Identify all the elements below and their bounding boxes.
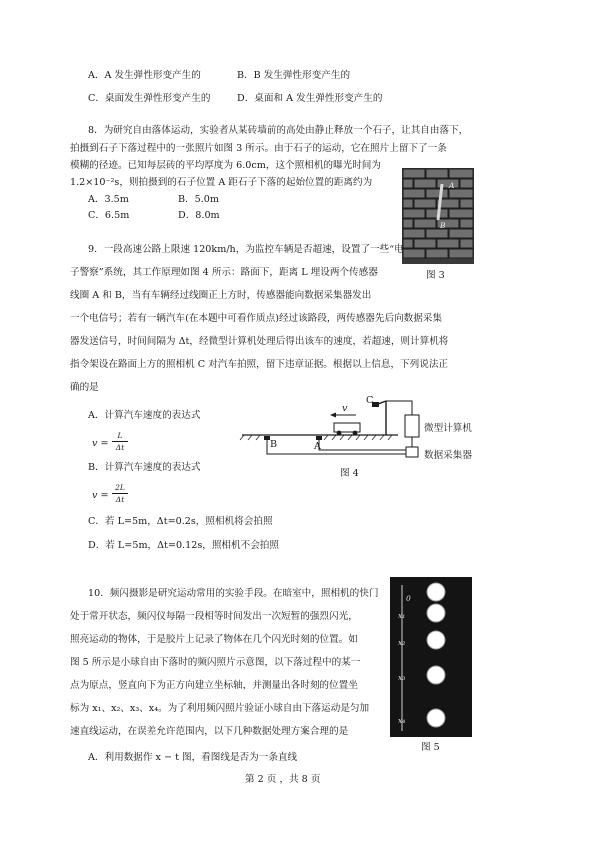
fig4-label-c: C [366,395,374,406]
page-footer: 第 2 页 ，共 8 页 [245,774,321,785]
fig5-label-0: 0 [406,594,411,603]
q9-formula-b-fraction-bar [112,493,128,494]
figure-4-caption: 图 4 [340,468,359,479]
data-collector-box [406,447,418,457]
fig5-label-x2: x₂ [398,638,406,647]
ball-position-1 [427,604,445,622]
q8-line-1: 8．为研究自由落体运动，实验者从某砖墙前的高处由静止释放一个石子，让其自由落下， [88,125,469,136]
q8-option-a: A．3.5m [88,194,129,205]
fig5-label-x1: x₁ [398,611,406,620]
q7-option-d: D．桌面和 A 发生弹性形变产生的 [237,93,383,104]
q9-formula-a-numerator: L [117,431,123,440]
ball-position-4 [427,709,445,727]
q8-option-c: C．6.5m [88,210,130,221]
q8-line-3: 模糊的径迹。已知每层砖的平均厚度为 6.0cm，这个照相机的曝光时间为 [70,160,381,171]
q9-line-7: 确的是 [70,382,99,393]
ball-position-3 [427,666,445,684]
q10-line-1: 10．频闪摄影是研究运动常用的实验手段。在暗室中，照相机的快门 [88,588,379,599]
q7-option-b: B．B 发生弹性形变产生的 [237,70,351,81]
fig5-label-x3: x₃ [398,673,406,682]
q8-line-2: 拍摄到石子下落过程中的一张照片如图 3 所示。由于石子的运动，它在照片上留下了一条 [70,143,447,154]
q8-option-d: D．8.0m [178,210,220,221]
q9-option-b: B．计算汽车速度的表达式 [88,462,201,473]
sensor-a-coil [316,436,322,440]
q9-option-c: C．若 L=5m，Δt=0.2s，照相机将会拍照 [88,516,273,527]
fig3-label-a: A [449,181,455,190]
q9-line-5: 器发送信号，时间间隔为 Δt，经微型计算机处理后得出该车的速度，若超速，则计算机将 [70,336,449,347]
q10-line-7: 速直线运动，在误差允许范围内，以下几种数据处理方案合理的是 [70,726,349,737]
fig4-label-v: v [342,403,348,414]
car-icon [334,423,360,435]
q8-option-b: B．5.0m [178,194,219,205]
q9-line-2: 子警察”系统，其工作原理如图 4 所示：路面下，距离 L 埋设两个传感器 [70,267,378,278]
q9-formula-b-numerator: 2L [115,483,125,492]
q9-option-d: D．若 L=5m，Δt=0.12s，照相机不会拍照 [88,540,279,551]
figure-3-caption: 图 3 [426,270,445,281]
q9-formula-a-fraction-bar [112,441,128,442]
figure-4-road-diagram [238,395,508,470]
ball-position-0 [427,583,445,601]
q9-option-a: A．计算汽车速度的表达式 [88,410,201,421]
brick-wall-image [402,168,474,264]
fig5-label-x4: x₄ [398,716,406,725]
fig4-label-b: B [270,439,278,450]
ball-position-2 [427,631,445,649]
q10-option-a: A．利用数据作 x − t 图，看图线是否为一条直线 [88,752,298,763]
fig4-label-collector: 数据采集器 [424,450,472,461]
fig3-label-b: B [440,221,446,230]
q10-line-5: 点为原点，竖直向下为正方向建立坐标轴，并测量出各时刻的位置坐 [70,680,358,691]
q9-formula-b-lhs: v = [92,490,109,501]
q10-line-2: 处于常开状态，频闪仪每隔一段相等时间发出一次短暂的强烈闪光， [70,611,358,622]
q9-line-6: 指令架设在路面上方的照相机 C 对汽车拍照，留下违章证据。根据以上信息，下列说法正 [70,359,449,370]
q8-line-4: 1.2×10⁻²s，则拍摄到的石子位置 A 距石子下落的起始位置的距离约为 [70,177,373,188]
q9-formula-a-lhs: v = [92,438,109,449]
q10-line-3: 照亮运动的物体，于是胶片上记录了物体在几个闪光时刻的位置。如 [70,634,358,645]
micro-computer-box [405,415,419,437]
q10-line-4: 图 5 所示是小球自由下落时的频闪照片示意图，以下落过程中的某一 [70,657,361,668]
q9-formula-b-denominator: Δt [115,495,125,504]
strobe-photo-drawing [390,577,472,737]
fig4-label-computer: 微型计算机 [424,423,472,434]
q7-option-c: C．桌面发生弹性形变产生的 [88,93,211,104]
figure-3-brick-wall [402,168,474,264]
q9-formula-a-denominator: Δt [115,443,125,452]
fig4-label-a: A [314,441,321,452]
q7-option-a: A．A 发生弹性形变产生的 [88,70,201,81]
figure-5-caption: 图 5 [421,742,440,753]
q10-line-6: 标为 x₁、x₂、x₃、x₄。为了利用频闪照片验证小球自由下落运动是匀加 [70,703,370,714]
q9-line-1: 9．一段高速公路上限速 120km/h，为监控车辆是否超速，设置了一些“电 [88,244,404,255]
q9-line-4: 一个电信号；若有一辆汽车(在本题中可看作质点)经过该路段，两传感器先后向数据采集 [70,313,443,324]
figure-5-strobe-photo [390,577,472,737]
q9-line-3: 线圈 A 和 B，当有车辆经过线圈正上方时，传感器能向数据采集器发出 [70,290,372,301]
